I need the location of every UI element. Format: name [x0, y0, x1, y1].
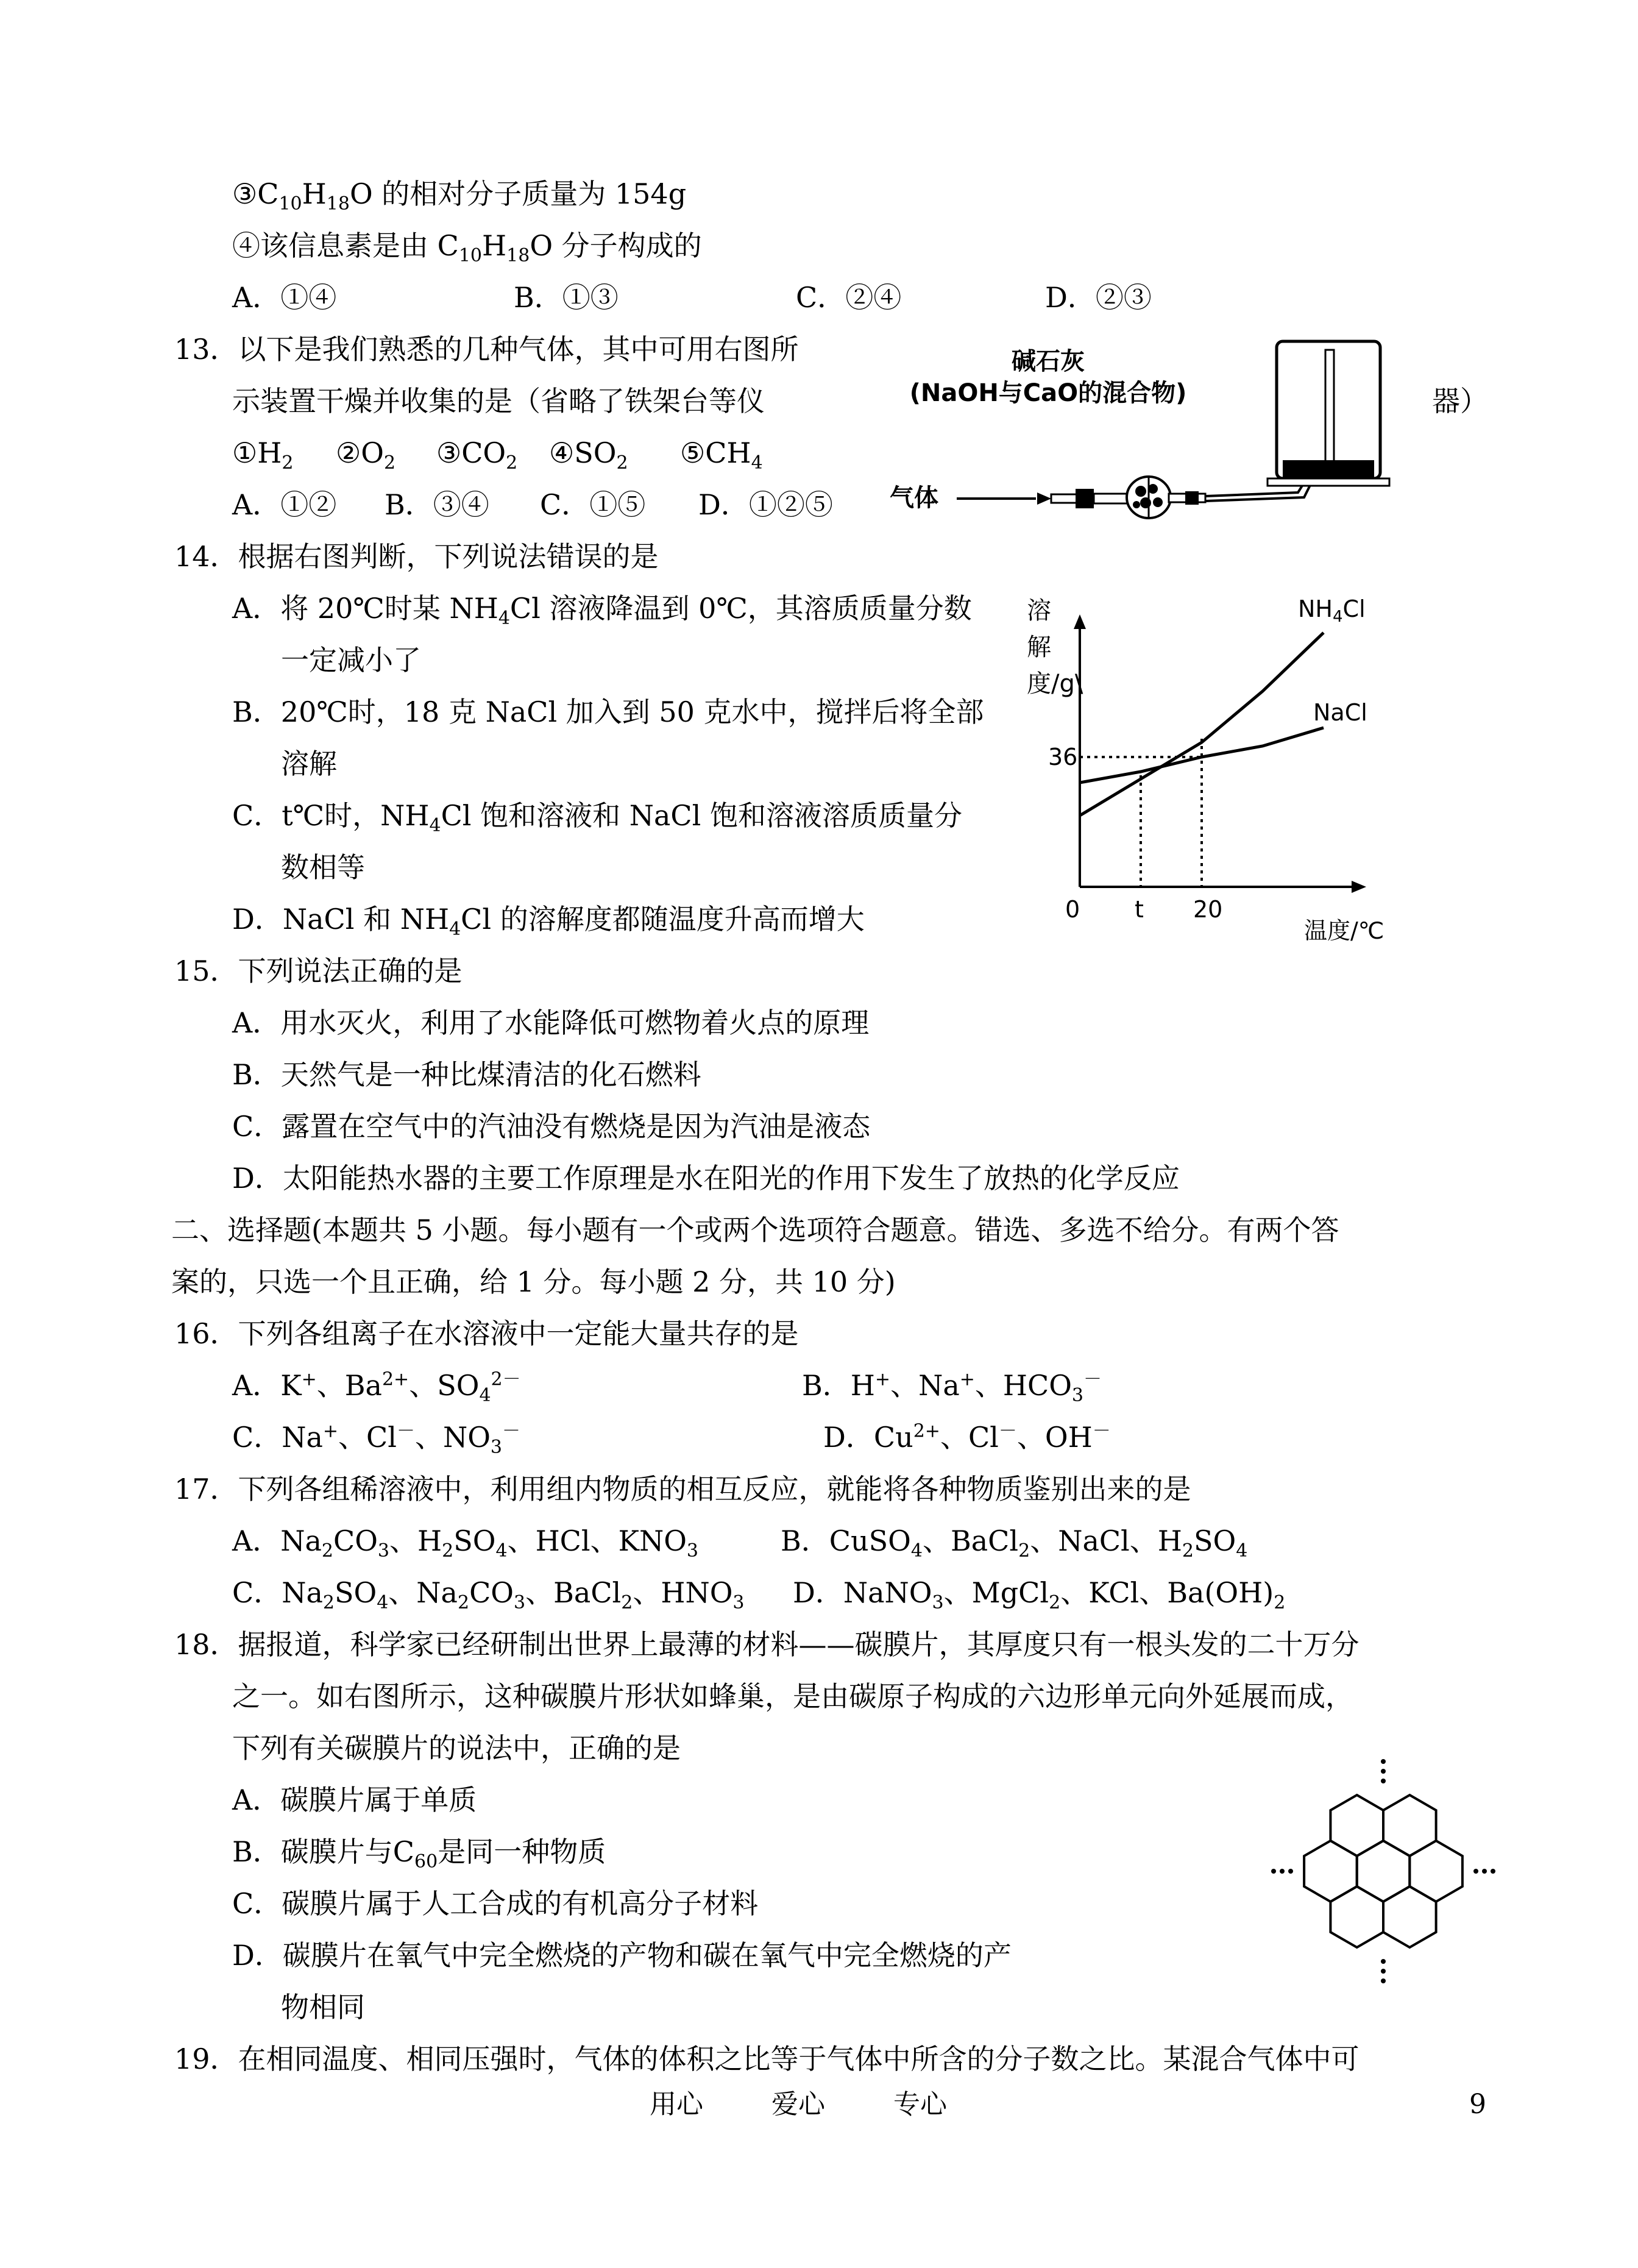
q16-option-d: D．$Cu^{2+}$、Cl－、OH－: [823, 1420, 1111, 1454]
q14-option-c-line1: C．t℃时，$NH_4Cl$ 饱和溶液和 NaCl 饱和溶液溶质质量分: [232, 799, 962, 837]
chart-ylabel-3: 度/g\: [1027, 670, 1083, 698]
q13-stem-line1: 13．以下是我们熟悉的几种气体，其中可用右图所: [174, 333, 799, 366]
ellipsis-dot-1: [1381, 1769, 1386, 1774]
ellipsis-dot-4: [1381, 1969, 1386, 1974]
hexagon-3: [1304, 1841, 1357, 1902]
chart-xlabel: 温度/℃: [1304, 917, 1384, 944]
q14-stem: 14．根据右图判断，下列说法错误的是: [174, 540, 659, 573]
q17-option-b: B．CuSO$_4$、BaCl$_2$、NaCl、$H_2SO_4$: [781, 1524, 1248, 1562]
q13-gas-3: $③CO_2$: [436, 436, 518, 474]
solubility-chart: [999, 585, 1426, 951]
chart-ylabel-2: 解: [1027, 633, 1051, 661]
x-axis-arrow: [1352, 881, 1366, 893]
x-tick-t: t: [1135, 896, 1144, 923]
q15-option-b: B．天然气是一种比煤清洁的化石燃料: [232, 1058, 701, 1091]
q13-option-d: D．①②⑤: [698, 488, 833, 521]
series-label-nacl: NaCl: [1313, 699, 1367, 726]
q12-option-d: D．②③: [1045, 281, 1152, 314]
q17-option-c: C．$Na_2SO_4$、$Na_2CO_3$、BaCl$_2$、$HNO_3$: [232, 1576, 745, 1614]
q19-stem-line1: 19．在相同温度、相同压强时，气体的体积之比等于气体中所含的分子数之比。某混合气体中可: [174, 2042, 1360, 2075]
q18-option-d-line1: D．碳膜片在氧气中完全燃烧的产物和碳在氧气中完全燃烧的产: [232, 1939, 1012, 1972]
q18-option-d-line2: 物相同: [281, 1991, 365, 2024]
hexagon-6: [1383, 1886, 1436, 1947]
ellipsis-dot-3: [1381, 1959, 1386, 1964]
q18-stem-line2: 之一。如右图所示，这种碳膜片形状如蜂巢，是由碳原子构成的六边形单元向外延展而成，: [232, 1680, 1353, 1713]
ellipsis-dot-10: [1482, 1869, 1487, 1874]
q17-option-d: D．NaNO$_3$、MgCl$_2$、KCl、$Ba(OH)_2$: [793, 1576, 1286, 1614]
series-label-nh4cl: $NH_4Cl$: [1298, 595, 1366, 626]
ellipsis-dot-6: [1271, 1869, 1276, 1874]
q17-option-a: A．$Na_2CO_3$、$H_2SO_4$、HCl、$KNO_3$: [232, 1524, 699, 1562]
ellipsis-dot-8: [1288, 1869, 1293, 1874]
y-tick-36: 36: [1048, 744, 1078, 770]
hexagon-0: [1357, 1841, 1410, 1902]
x-tick-20: 20: [1193, 896, 1223, 923]
section2-line1: 二、选择题(本题共 5 小题。每小题有一个或两个选项符合题意。错选、多选不给分。有两个答: [171, 1214, 1339, 1246]
q14-option-a-line1: A．将 20℃时某 $NH_4Cl$ 溶液降温到 0℃，其溶质质量分数: [232, 592, 972, 630]
hexagon-5: [1330, 1886, 1383, 1947]
footer-word-3: 专心: [893, 2089, 947, 2120]
footer-word-2: 爱心: [771, 2089, 825, 2120]
q13-gas-1: $①H_2$: [232, 436, 294, 474]
q18-stem-line1: 18．据报道，科学家已经研制出世界上最薄的材料——碳膜片，其厚度只有一根头发的二十万分: [174, 1628, 1360, 1661]
q12-statement-3: $③C_{10}H_{18}O$ 的相对分子质量为 154g: [232, 177, 687, 215]
figure-label-soda-lime: 碱石灰: [1012, 347, 1085, 375]
q13-option-a: A．①②: [232, 488, 337, 521]
q15-option-a: A．用水灭火，利用了水能降低可燃物着火点的原理: [232, 1006, 870, 1039]
q14-option-d: D．NaCl 和 $NH_4Cl$ 的溶解度都随温度升高而增大: [232, 903, 865, 940]
ellipsis-dot-5: [1381, 1978, 1386, 1983]
chart-ylabel-1: 溶: [1027, 597, 1051, 625]
q18-option-a: A．碳膜片属于单质: [232, 1783, 477, 1816]
hexagon-1: [1330, 1795, 1383, 1856]
q14-option-a-line2: 一定减小了: [281, 644, 421, 677]
q13-gas-2: $②O_2$: [336, 436, 396, 474]
q16-stem: 16．下列各组离子在水溶液中一定能大量共存的是: [174, 1317, 799, 1350]
section2-line2: 案的，只选一个且正确，给 1 分。每小题 2 分，共 10 分): [171, 1265, 896, 1298]
q13-stem-line2: 示装置干燥并收集的是（省略了铁架台等仪: [232, 385, 765, 418]
q13-stem-line2-tail: 器）: [1432, 385, 1488, 418]
hexagon-2: [1383, 1795, 1436, 1856]
page-number: 9: [1469, 2089, 1486, 2120]
q18-option-b: B．碳膜片与$C_{60}$是同一种物质: [232, 1835, 606, 1873]
figure-label-gas: 气体: [890, 484, 938, 512]
q18-option-c: C．碳膜片属于人工合成的有机高分子材料: [232, 1887, 759, 1920]
q14-option-b-line1: B．20℃时，18 克 NaCl 加入到 50 克水中，搅拌后将全部: [232, 695, 984, 728]
q12-option-b: B．①③: [514, 281, 619, 314]
q16-option-a: A．K+、$Ba^{2+}$、$SO_4^{2-}$: [232, 1368, 521, 1407]
q15-option-d: D．太阳能热水器的主要工作原理是水在阳光的作用下发生了放热的化学反应: [232, 1162, 1180, 1195]
q16-option-c: C．Na+、Cl－、$NO_3^-$: [232, 1420, 520, 1459]
ellipsis-dot-0: [1381, 1759, 1386, 1764]
y-axis-arrow: [1074, 614, 1086, 629]
ellipsis-dot-7: [1280, 1869, 1285, 1874]
q13-gas-4: $④SO_2$: [549, 436, 628, 474]
ellipsis-dot-2: [1381, 1779, 1386, 1783]
q12-option-a: A．①④: [232, 281, 337, 314]
q15-option-c: C．露置在空气中的汽油没有燃烧是因为汽油是液态: [232, 1110, 871, 1143]
x-tick-0: 0: [1065, 896, 1080, 923]
q14-option-c-line2: 数相等: [281, 851, 365, 884]
series-line-0: [1080, 633, 1324, 816]
q12-statement-4: ④该信息素是由 $C_{10}H_{18}O$ 分子构成的: [232, 229, 702, 267]
figure-label-mixture: (NaOH与CaO的混合物): [909, 379, 1187, 407]
ellipsis-dot-11: [1491, 1869, 1495, 1874]
q17-stem: 17．下列各组稀溶液中，利用组内物质的相互反应，就能将各种物质鉴别出来的是: [174, 1473, 1191, 1505]
graphene-honeycomb-figure: [1261, 1755, 1505, 1987]
q14-option-b-line2: 溶解: [281, 747, 337, 780]
q13-option-c: C．①⑤: [540, 488, 646, 521]
ellipsis-dot-9: [1473, 1869, 1478, 1874]
q18-stem-line3: 下列有关碳膜片的说法中，正确的是: [232, 1732, 681, 1765]
q13-apparatus-figure: [878, 329, 1402, 530]
footer-word-1: 用心: [650, 2089, 703, 2120]
q13-gas-5: $⑤CH_4$: [680, 436, 763, 474]
hexagon-4: [1409, 1841, 1462, 1902]
q16-option-b: B．H+、Na+、$HCO_3^-$: [802, 1368, 1102, 1407]
q15-stem: 15．下列说法正确的是: [174, 954, 463, 987]
q13-option-b: B．③④: [385, 488, 489, 521]
q12-option-c: C．②④: [796, 281, 902, 314]
